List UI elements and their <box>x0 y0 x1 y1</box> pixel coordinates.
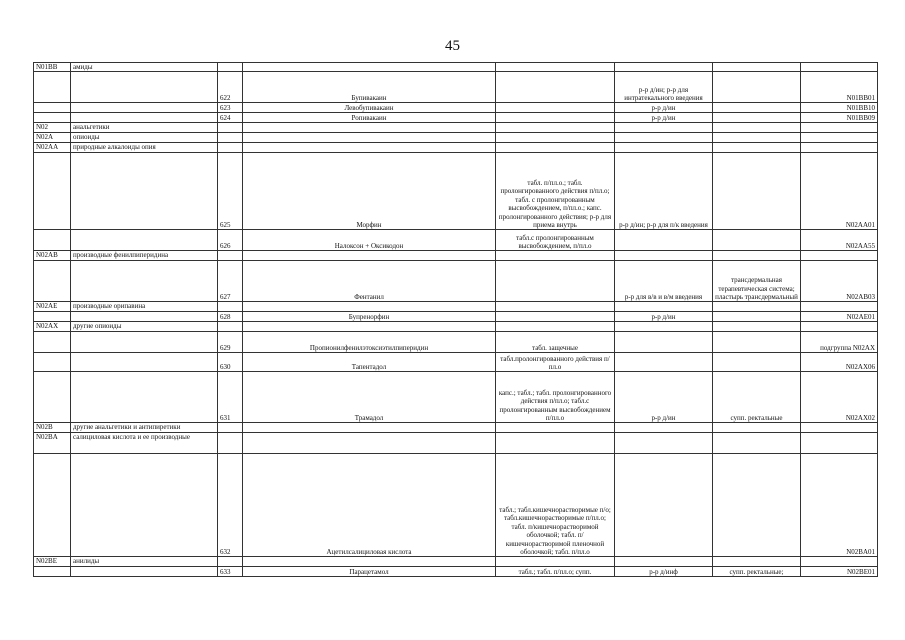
injection-forms-cell: р-р д/ин <box>615 113 713 123</box>
other-forms-cell <box>713 133 801 143</box>
oral-forms-cell <box>496 143 615 153</box>
row-number-cell <box>218 557 243 567</box>
drug-name-cell: Морфин <box>243 153 496 230</box>
other-forms-cell <box>713 230 801 251</box>
atc-code-cell <box>801 251 878 261</box>
drug-name-cell: Бупивакаин <box>243 72 496 103</box>
group-name-cell <box>71 353 218 372</box>
injection-forms-cell: р-р д/ин; р-р для интратекального введения <box>615 72 713 103</box>
atc-code-cell: N02AA01 <box>801 153 878 230</box>
drug-name-cell <box>243 133 496 143</box>
atx-code-cell <box>34 153 71 230</box>
drug-name-cell <box>243 63 496 72</box>
row-number-cell: 622 <box>218 72 243 103</box>
atc-code-cell: N02AA55 <box>801 230 878 251</box>
group-name-cell <box>71 72 218 103</box>
row-number-cell <box>218 123 243 133</box>
row-number-cell: 626 <box>218 230 243 251</box>
group-row <box>34 143 878 153</box>
drug-name-cell: Бупренорфин <box>243 312 496 322</box>
atc-code-cell: N02BE01 <box>801 567 878 577</box>
drug-name-cell: Левобупивакаин <box>243 103 496 113</box>
drug-row <box>34 332 878 353</box>
group-name-cell <box>71 230 218 251</box>
drug-row <box>34 113 878 123</box>
other-forms-cell: супп. ректальные <box>713 372 801 423</box>
other-forms-cell <box>713 423 801 433</box>
other-forms-cell: супп. ректальные; <box>713 567 801 577</box>
row-number-cell <box>218 322 243 332</box>
other-forms-cell <box>713 454 801 557</box>
drug-name-cell <box>243 251 496 261</box>
row-number-cell: 629 <box>218 332 243 353</box>
medication-table <box>33 62 878 577</box>
oral-forms-cell <box>496 322 615 332</box>
row-number-cell <box>218 63 243 72</box>
group-name-cell: салициловая кислота и ее производные <box>71 433 218 454</box>
row-number-cell: 623 <box>218 103 243 113</box>
row-number-cell: 628 <box>218 312 243 322</box>
oral-forms-cell: табл. п/пл.о.; табл. пролонгированного действия п/пл.о; табл. с пролонгированным высвобождением, п/пл.о.; капс. пролонгированного действия; р-р для приема внутрь <box>496 153 615 230</box>
atc-code-cell <box>801 302 878 312</box>
injection-forms-cell <box>615 454 713 557</box>
drug-name-cell <box>243 557 496 567</box>
oral-forms-cell <box>496 251 615 261</box>
group-name-cell: производные фенилпиперидина <box>71 251 218 261</box>
group-name-cell <box>71 454 218 557</box>
drug-row <box>34 312 878 322</box>
drug-name-cell: Ацетилсалициловая кислота <box>243 454 496 557</box>
group-name-cell: природные алкалоиды опия <box>71 143 218 153</box>
group-name-cell: опиоиды <box>71 133 218 143</box>
oral-forms-cell <box>496 312 615 322</box>
atx-code-cell <box>34 353 71 372</box>
drug-row <box>34 72 878 103</box>
other-forms-cell <box>713 251 801 261</box>
injection-forms-cell: р-р д/ин <box>615 372 713 423</box>
drug-name-cell: Трамадол <box>243 372 496 423</box>
atx-code-cell <box>34 113 71 123</box>
oral-forms-cell <box>496 113 615 123</box>
row-number-cell: 632 <box>218 454 243 557</box>
drug-name-cell <box>243 423 496 433</box>
injection-forms-cell <box>615 133 713 143</box>
drug-row <box>34 567 878 577</box>
atx-code-cell <box>34 261 71 302</box>
oral-forms-cell <box>496 123 615 133</box>
other-forms-cell <box>713 322 801 332</box>
atc-code-cell <box>801 423 878 433</box>
injection-forms-cell <box>615 557 713 567</box>
drug-name-cell <box>243 143 496 153</box>
group-row <box>34 63 878 72</box>
row-number-cell <box>218 423 243 433</box>
atx-code-cell: N02BA <box>34 433 71 454</box>
atx-code-cell: N02AA <box>34 143 71 153</box>
row-number-cell: 624 <box>218 113 243 123</box>
injection-forms-cell <box>615 332 713 353</box>
atc-code-cell: N02AE01 <box>801 312 878 322</box>
group-row <box>34 133 878 143</box>
injection-forms-cell <box>615 63 713 72</box>
row-number-cell <box>218 433 243 454</box>
drug-name-cell: Парацетамол <box>243 567 496 577</box>
atx-code-cell <box>34 103 71 113</box>
atx-code-cell <box>34 332 71 353</box>
group-name-cell: другие опиоиды <box>71 322 218 332</box>
oral-forms-cell: табл. защечные <box>496 332 615 353</box>
atc-code-cell <box>801 133 878 143</box>
atx-code-cell: N02AE <box>34 302 71 312</box>
atc-code-cell: N02BA01 <box>801 454 878 557</box>
group-name-cell: другие анальгетики и антипиретики <box>71 423 218 433</box>
group-name-cell <box>71 567 218 577</box>
drug-row <box>34 230 878 251</box>
other-forms-cell <box>713 153 801 230</box>
table-body <box>34 63 878 577</box>
atc-code-cell: N01BB10 <box>801 103 878 113</box>
row-number-cell: 625 <box>218 153 243 230</box>
row-number-cell: 633 <box>218 567 243 577</box>
injection-forms-cell: р-р д/ин <box>615 103 713 113</box>
oral-forms-cell: табл.; табл. п/пл.о; супп. <box>496 567 615 577</box>
atx-code-cell <box>34 72 71 103</box>
row-number-cell <box>218 133 243 143</box>
oral-forms-cell: табл.с пролонгированным высвобождением, п/пл.о <box>496 230 615 251</box>
group-row <box>34 557 878 567</box>
other-forms-cell <box>713 433 801 454</box>
row-number-cell <box>218 302 243 312</box>
atc-code-cell <box>801 433 878 454</box>
other-forms-cell <box>713 353 801 372</box>
row-number-cell: 631 <box>218 372 243 423</box>
oral-forms-cell <box>496 557 615 567</box>
drug-row <box>34 261 878 302</box>
drug-name-cell: Тапентадол <box>243 353 496 372</box>
atc-code-cell: N01BB09 <box>801 113 878 123</box>
injection-forms-cell <box>615 433 713 454</box>
group-name-cell <box>71 372 218 423</box>
atc-code-cell <box>801 322 878 332</box>
row-number-cell <box>218 251 243 261</box>
oral-forms-cell <box>496 72 615 103</box>
drug-row <box>34 372 878 423</box>
other-forms-cell <box>713 302 801 312</box>
injection-forms-cell <box>615 143 713 153</box>
oral-forms-cell <box>496 63 615 72</box>
injection-forms-cell <box>615 123 713 133</box>
oral-forms-cell: капс.; табл.; табл. пролонгированного действия п/пл.о; табл.с пролонгированным высвобождением п/пл.о <box>496 372 615 423</box>
atc-code-cell <box>801 557 878 567</box>
drug-name-cell: Налоксон + Оксикодон <box>243 230 496 251</box>
drug-row <box>34 103 878 113</box>
group-name-cell <box>71 103 218 113</box>
atx-code-cell <box>34 454 71 557</box>
oral-forms-cell: табл.; табл.кишечнорастворимые п/о; табл.кишечнорастворимые п/пл.о; табл. п/кишечнорастворимой оболочкой; табл. п/кишечнорастворимой пленочной оболочкой; табл. п/пл.о <box>496 454 615 557</box>
drug-name-cell <box>243 302 496 312</box>
atc-code-cell <box>801 143 878 153</box>
row-number-cell: 627 <box>218 261 243 302</box>
drug-name-cell <box>243 322 496 332</box>
group-row <box>34 433 878 454</box>
row-number-cell <box>218 143 243 153</box>
other-forms-cell <box>713 143 801 153</box>
group-name-cell <box>71 312 218 322</box>
atc-code-cell <box>801 63 878 72</box>
group-name-cell <box>71 332 218 353</box>
atx-code-cell: N02 <box>34 123 71 133</box>
other-forms-cell: трансдермальная терапевтическая система; пластырь трансдермальный <box>713 261 801 302</box>
oral-forms-cell <box>496 103 615 113</box>
injection-forms-cell <box>615 302 713 312</box>
group-name-cell <box>71 153 218 230</box>
atc-code-cell: N01BB01 <box>801 72 878 103</box>
atx-code-cell: N02AX <box>34 322 71 332</box>
injection-forms-cell: р-р д/ин <box>615 312 713 322</box>
injection-forms-cell <box>615 230 713 251</box>
atx-code-cell: N02AB <box>34 251 71 261</box>
group-row <box>34 423 878 433</box>
other-forms-cell <box>713 72 801 103</box>
oral-forms-cell <box>496 433 615 454</box>
drug-name-cell <box>243 123 496 133</box>
atx-code-cell: N02A <box>34 133 71 143</box>
drug-row <box>34 454 878 557</box>
atx-code-cell <box>34 372 71 423</box>
atx-code-cell: N02BE <box>34 557 71 567</box>
drug-row <box>34 353 878 372</box>
atx-code-cell: N02B <box>34 423 71 433</box>
other-forms-cell <box>713 332 801 353</box>
drug-row <box>34 153 878 230</box>
other-forms-cell <box>713 63 801 72</box>
atc-code-cell: N02AX02 <box>801 372 878 423</box>
injection-forms-cell <box>615 353 713 372</box>
group-name-cell <box>71 113 218 123</box>
drug-name-cell <box>243 433 496 454</box>
other-forms-cell <box>713 557 801 567</box>
other-forms-cell <box>713 312 801 322</box>
atc-code-cell: подгруппа N02AX <box>801 332 878 353</box>
oral-forms-cell <box>496 423 615 433</box>
other-forms-cell <box>713 123 801 133</box>
oral-forms-cell <box>496 261 615 302</box>
injection-forms-cell <box>615 423 713 433</box>
group-name-cell: анальгетики <box>71 123 218 133</box>
atc-code-cell: N02AX06 <box>801 353 878 372</box>
atx-code-cell: N01BB <box>34 63 71 72</box>
injection-forms-cell: р-р д/инф <box>615 567 713 577</box>
atx-code-cell <box>34 567 71 577</box>
group-name-cell: анилиды <box>71 557 218 567</box>
group-row <box>34 251 878 261</box>
injection-forms-cell: р-р д/ин; р-р для п/к введения <box>615 153 713 230</box>
oral-forms-cell <box>496 302 615 312</box>
injection-forms-cell: р-р для в/в и в/м введения <box>615 261 713 302</box>
other-forms-cell <box>713 103 801 113</box>
atc-code-cell: N02AB03 <box>801 261 878 302</box>
group-name-cell: амиды <box>71 63 218 72</box>
oral-forms-cell: табл.пролонгированного действия п/пл.о <box>496 353 615 372</box>
drug-name-cell: Ропивакаин <box>243 113 496 123</box>
injection-forms-cell <box>615 251 713 261</box>
group-row <box>34 302 878 312</box>
atc-code-cell <box>801 123 878 133</box>
drug-name-cell: Пропионилфенилэтоксиэтилпиперидин <box>243 332 496 353</box>
atx-code-cell <box>34 312 71 322</box>
group-row <box>34 123 878 133</box>
page-number: 45 <box>445 38 460 54</box>
group-name-cell <box>71 261 218 302</box>
group-name-cell: производные орипавина <box>71 302 218 312</box>
other-forms-cell <box>713 113 801 123</box>
row-number-cell: 630 <box>218 353 243 372</box>
injection-forms-cell <box>615 322 713 332</box>
atx-code-cell <box>34 230 71 251</box>
oral-forms-cell <box>496 133 615 143</box>
group-row <box>34 322 878 332</box>
drug-name-cell: Фентанил <box>243 261 496 302</box>
